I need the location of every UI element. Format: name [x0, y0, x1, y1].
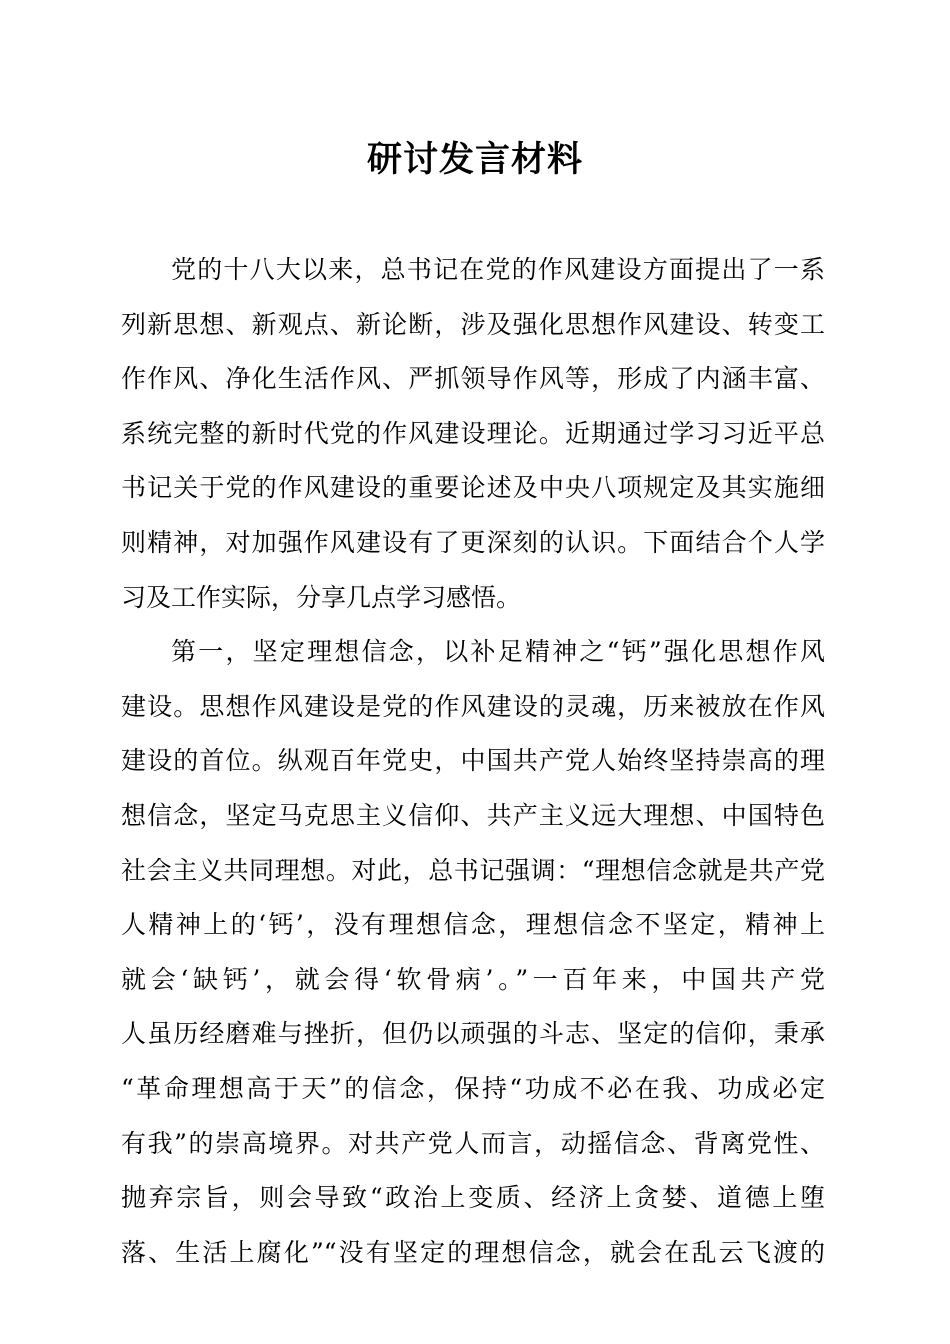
paragraph-line: 作作风、净化生活作风、严抓领导作风等，形成了内涵丰富、: [121, 364, 825, 394]
paragraph-line: 党的十八大以来，总书记在党的作风建设方面提出了一系: [171, 255, 825, 284]
paragraph-line: 想信念，坚定马克思主义信仰、共产主义远大理想、中国特色: [121, 800, 825, 830]
paragraph-line: 社会主义共同理想。对此，总书记强调：“理想信念就是共产党: [121, 855, 825, 885]
paragraph-line: 抛弃宗旨，则会导致“政治上变质、经济上贪婪、道德上堕: [121, 1183, 825, 1213]
paragraph-line: 列新思想、新观点、新论断，涉及强化思想作风建设、转变工: [121, 309, 825, 339]
paragraph-line: 就会‘缺钙’，就会得‘软骨病’。”一百年来，中国共产党: [121, 964, 825, 994]
paragraph-line: 第一，坚定理想信念，以补足精神之“钙”强化思想作风: [171, 637, 825, 667]
paragraph-line: 有我”的崇高境界。对共产党人而言，动摇信念、背离党性、: [121, 1128, 825, 1158]
paragraph-line: 建设的首位。纵观百年党史，中国共产党人始终坚持崇高的理: [121, 746, 825, 776]
paragraph-line: 习及工作实际，分享几点学习感悟。: [121, 582, 522, 612]
paragraph-line: 则精神，对加强作风建设有了更深刻的认识。下面结合个人学: [121, 527, 825, 557]
paragraph-line: 建设。思想作风建设是党的作风建设的灵魂，历来被放在作风: [121, 691, 825, 721]
paragraph-line: 系统完整的新时代党的作风建设理论。近期通过学习习近平总: [121, 418, 825, 448]
document-title: 研讨发言材料: [366, 139, 583, 180]
paragraph-line: 人虽历经磨难与挫折，但仍以顽强的斗志、坚定的信仰，秉承: [121, 1019, 825, 1049]
paragraph-line: 书记关于党的作风建设的重要论述及中央八项规定及其实施细: [121, 473, 825, 503]
paragraph-line: 落、生活上腐化”“没有坚定的理想信念，就会在乱云飞渡的: [121, 1237, 825, 1267]
document-body: [121, 243, 825, 1280]
paragraph-line: “革命理想高于天”的信念，保持“功成不必在我、功成必定: [121, 1073, 825, 1103]
paragraph-line: 人精神上的‘钙’，没有理想信念，理想信念不坚定，精神上: [121, 910, 825, 940]
